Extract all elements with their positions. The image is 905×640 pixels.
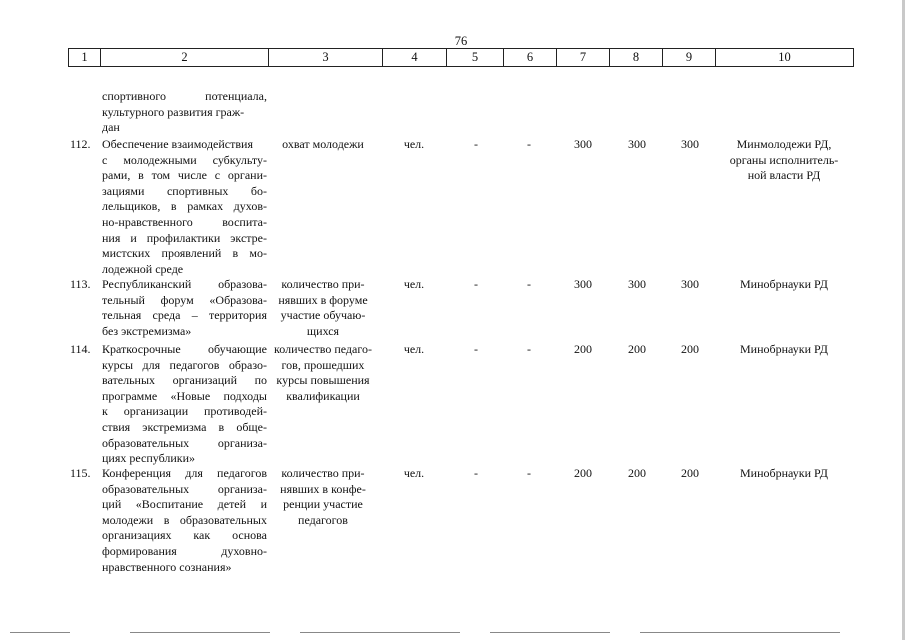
text-line: но-нравственного воспита- [102, 214, 267, 229]
col-header: 2 [101, 49, 269, 67]
page-number: 76 [454, 34, 468, 48]
row-number: 113. [70, 277, 91, 291]
scan-artifact [300, 632, 460, 633]
value-col8: 300 [628, 137, 646, 151]
value-col5: - [474, 466, 478, 480]
scan-artifact [130, 632, 270, 633]
col-header: 4 [383, 49, 447, 67]
text-line: нявших в конфе- [280, 481, 366, 496]
row-number: 114. [70, 342, 91, 356]
value-col6: - [527, 342, 531, 356]
unit: чел. [403, 342, 425, 356]
col-header: 10 [716, 49, 854, 67]
continuation-text [102, 89, 267, 136]
responsible [715, 277, 853, 293]
text-line: нявших в форуме [278, 292, 368, 307]
unit: чел. [403, 277, 425, 291]
text-line: органы исполнитель- [729, 152, 839, 167]
scan-artifact-strip [0, 624, 905, 640]
value-col9: 300 [681, 137, 699, 151]
text-line: молодежи в образовательных [102, 512, 267, 527]
text-line: квалификации [286, 388, 360, 403]
measure-description [102, 137, 267, 277]
measure-description [102, 277, 267, 339]
text-line: курсы повышения [276, 373, 370, 388]
indicator [270, 277, 376, 339]
text-line: культурного развития граж- [102, 104, 245, 119]
col-header: 1 [69, 49, 101, 67]
col-header: 3 [269, 49, 383, 67]
text-line: щихся [306, 323, 340, 338]
text-line: формирования духовно- [102, 543, 267, 558]
col-header: 7 [557, 49, 610, 67]
text-line: дан [102, 120, 120, 135]
text-line: количество педаго- [274, 342, 372, 356]
text-line: лельщиков, в рамках духов- [102, 199, 267, 214]
scan-artifact [10, 632, 70, 633]
text-line: Конференция для педагогов [102, 466, 267, 480]
text-line: Республиканский образова- [102, 277, 267, 291]
text-line: охват молодежи [282, 137, 364, 151]
value-col7: 300 [574, 137, 592, 151]
value-col5: - [474, 342, 478, 356]
col-header: 9 [663, 49, 716, 67]
text-line: образовательных организа- [102, 435, 267, 450]
value-col8: 200 [628, 342, 646, 356]
responsible [715, 466, 853, 482]
text-line: педагогов [298, 512, 348, 527]
text-line: Минобрнауки РД [740, 277, 828, 291]
text-line: количество при- [281, 277, 365, 291]
text-line: образовательных организа- [102, 481, 267, 496]
value-col7: 300 [574, 277, 592, 291]
value-col6: - [527, 277, 531, 291]
unit: чел. [403, 466, 425, 480]
text-line: тельная среда – территория [102, 308, 267, 323]
value-col9: 300 [681, 277, 699, 291]
measure-description [102, 342, 267, 467]
value-col5: - [474, 137, 478, 151]
scan-artifact [490, 632, 610, 633]
row-number: 115. [70, 466, 91, 480]
text-line: лодежной среде [102, 261, 184, 276]
responsible [715, 137, 853, 184]
text-line: Обеспечение взаимодействия [102, 137, 253, 151]
text-line: циях республики» [102, 451, 196, 466]
text-line: нравственного сознания» [102, 559, 232, 574]
text-line: ренции участие [283, 497, 363, 512]
text-line: зациями спортивных бо- [102, 183, 267, 198]
text-line: организациях как основа [102, 528, 267, 543]
text-line: программе «Новые подходы [102, 388, 267, 403]
col-header: 8 [610, 49, 663, 67]
text-line: гов, прошедших [281, 357, 365, 372]
row-number: 112. [70, 137, 91, 151]
text-line: спортивного потенциала, [102, 89, 267, 103]
responsible [715, 342, 853, 358]
value-col6: - [527, 137, 531, 151]
column-header-row [68, 48, 854, 67]
text-line: ствия экстремизма в обще- [102, 419, 267, 434]
text-line: курсы для педагогов образо- [102, 357, 267, 372]
col-header: 5 [447, 49, 504, 67]
value-col8: 200 [628, 466, 646, 480]
indicator [270, 466, 376, 528]
text-line: вательных организаций по [102, 373, 267, 388]
text-line: ций «Воспитание детей и [102, 497, 267, 512]
value-col6: - [527, 466, 531, 480]
value-col8: 300 [628, 277, 646, 291]
text-line: к организации противодей- [102, 404, 267, 419]
text-line: Минобрнауки РД [740, 342, 828, 356]
text-line: без экстремизма» [102, 323, 192, 338]
value-col5: - [474, 277, 478, 291]
unit: чел. [403, 137, 425, 151]
text-line: ния и профилактики экстре- [102, 230, 267, 245]
value-col9: 200 [681, 466, 699, 480]
text-line: Краткосрочные обучающие [102, 342, 267, 356]
indicator [270, 137, 376, 153]
value-col7: 200 [574, 342, 592, 356]
text-line: Минобрнауки РД [740, 466, 828, 480]
scan-artifact [640, 632, 840, 633]
text-line: ной власти РД [747, 168, 821, 183]
text-line: Минмолодежи РД, [736, 137, 832, 151]
measure-description [102, 466, 267, 575]
text-line: тельный форум «Образова- [102, 292, 267, 307]
value-col9: 200 [681, 342, 699, 356]
indicator [270, 342, 376, 404]
value-col7: 200 [574, 466, 592, 480]
col-header: 6 [504, 49, 557, 67]
text-line: мистских проявлений в мо- [102, 246, 267, 261]
text-line: количество при- [281, 466, 365, 480]
text-line: рами, в том числе с органи- [102, 168, 267, 183]
text-line: с молодежными субкульту- [102, 152, 267, 167]
text-line: участие обучаю- [280, 308, 366, 323]
